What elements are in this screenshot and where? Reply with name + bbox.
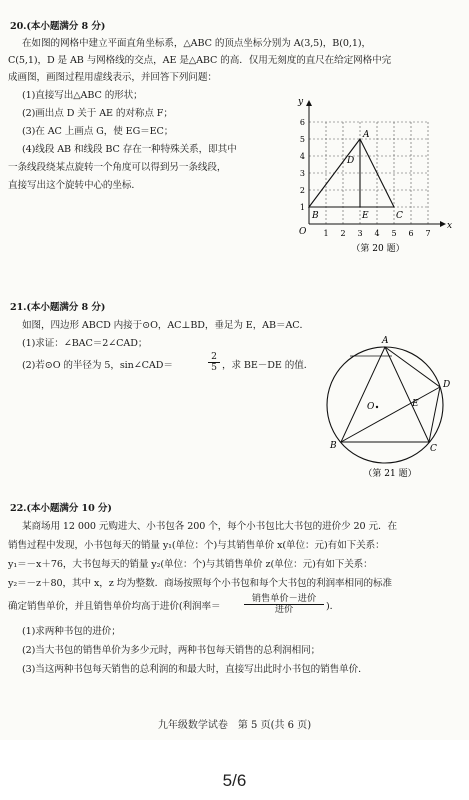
fraction-numerator: 销售单价－进价: [244, 594, 324, 605]
q20-grid-figure: [290, 94, 460, 254]
quadrilateral-abcd: [341, 347, 440, 442]
y-axis-arrow: [306, 100, 312, 106]
q20-line: 成画图，画图过程用虚线表示，并回答下列问题：: [8, 72, 217, 83]
x-axis-label: x: [447, 221, 453, 231]
point-b-label: B: [312, 211, 319, 221]
q21-figure-caption: （第 21 题）: [363, 469, 417, 479]
q20-line: C(5,1)，D 是 AB 与网格线的交点，AE 是△ABC 的高．仅用无刻度的直尺在给定网格中完: [8, 55, 392, 66]
sin-denominator: 5: [211, 362, 217, 373]
y-tick: 4: [299, 152, 305, 161]
point-o-label: O: [367, 402, 375, 412]
point-a-label: A: [363, 130, 370, 140]
q22-line: 某商场用 12 000 元购进大、小书包各 200 个，每个小书包比大书包的进价少 20 元．在: [22, 521, 397, 532]
center-point: [376, 406, 378, 408]
sin-numerator: 2: [208, 352, 220, 363]
origin-label: O: [299, 227, 307, 237]
x-tick: 2: [340, 229, 346, 238]
y-tick-labels: [300, 118, 305, 212]
page-footer: 九年级数学试卷 第 5 页(共 6 页): [157, 720, 312, 731]
q20-header: 20.(本小题满分 8 分): [10, 21, 106, 32]
sin-fraction: [208, 352, 220, 373]
x-tick: 3: [357, 229, 363, 238]
x-tick: 5: [391, 229, 397, 238]
q20-line: 一条线段绕某点旋转一个角度可以得到另一条线段，: [8, 162, 227, 173]
x-tick: 4: [374, 229, 380, 238]
y-axis-label: y: [298, 97, 304, 107]
fraction-denominator: 进价: [274, 604, 294, 615]
point-a-label: A: [382, 336, 389, 346]
q20-figure-caption: （第 20 题）: [351, 244, 405, 254]
q21-line: (1)求证：∠BAC＝2∠CAD；: [22, 338, 148, 349]
profit-rate-fraction: [244, 594, 324, 615]
point-labels: [329, 336, 450, 454]
q20-line: (1)直接写出△ABC 的形状；: [22, 90, 143, 101]
point-c-label: C: [396, 211, 403, 221]
q20-line: (4)线段 AB 和线段 BC 存在一种特殊关系，即其中: [22, 144, 237, 155]
q20-line: (2)画出点 D 关于 AE 的对称点 F；: [22, 108, 173, 119]
point-e-label: E: [412, 399, 419, 409]
y-tick: 2: [299, 186, 305, 195]
y-tick: 1: [299, 203, 305, 212]
q22-line: 确定销售单价，并且销售单价均高于进价(利润率＝: [8, 601, 221, 612]
q21-line: ，求 BE－DE 的值．: [222, 360, 314, 371]
q22-line: (2)当大书包的销售单价为多少元时，两种书包每天销售的总利润相同；: [22, 645, 321, 656]
q22-line: (3)当这两种书包每天销售的总利润的和最大时，直接写出此时小书包的销售单价．: [22, 664, 368, 675]
q22-line: )．: [326, 601, 340, 612]
point-d-label: D: [443, 380, 451, 390]
y-tick: 3: [299, 169, 305, 178]
q20-line: 直接写出这个旋转中心的坐标．: [8, 180, 141, 191]
q21-header: 21.(本小题满分 8 分): [10, 302, 106, 313]
q21-line: 如图，四边形 ABCD 内接于⊙O，AC⊥BD，垂足为 E，AB＝AC．: [22, 320, 310, 331]
q22-line: y₁＝－x＋76，大书包每天的销量 y₂(单位：个)与其销售单价 z(单位：元)有如下关系：: [8, 559, 373, 570]
point-e-label: E: [362, 211, 369, 221]
page-indicator: 5/6: [222, 771, 247, 790]
q21-line: (2)若⊙O 的半径为 5，sin∠CAD＝: [22, 360, 173, 371]
x-tick-labels: [323, 229, 430, 238]
x-tick: 7: [425, 229, 431, 238]
q20-line: 在如图的网格中建立平面直角坐标系，△ABC 的顶点坐标分别为 A(3,5)，B(0,1)，: [22, 38, 371, 49]
q22-line: (1)求两种书包的进价；: [22, 626, 121, 637]
point-c-label: C: [430, 444, 437, 454]
x-axis-arrow: [440, 221, 446, 227]
y-tick: 6: [299, 118, 305, 127]
q20-line: (3)在 AC 上画点 G，使 EG＝EC；: [22, 126, 174, 137]
q22-header: 22.(本小题满分 10 分): [10, 503, 112, 514]
point-d-label: D: [347, 156, 355, 166]
y-tick: 5: [299, 135, 305, 144]
x-tick: 6: [408, 229, 414, 238]
q22-line: y₂＝－z＋80，其中 x，z 均为整数．商场按照每个小书包和每个大书包的利润率相同的标准: [8, 578, 392, 589]
q21-circle-figure: [320, 330, 460, 480]
q22-line: 销售过程中发现，小书包每天的销量 y₁(单位：个)与其销售单价 x(单位：元)有如下关系：: [8, 540, 385, 551]
circle-o: [327, 347, 443, 463]
x-tick: 1: [323, 229, 329, 238]
point-b-label: B: [330, 441, 337, 451]
